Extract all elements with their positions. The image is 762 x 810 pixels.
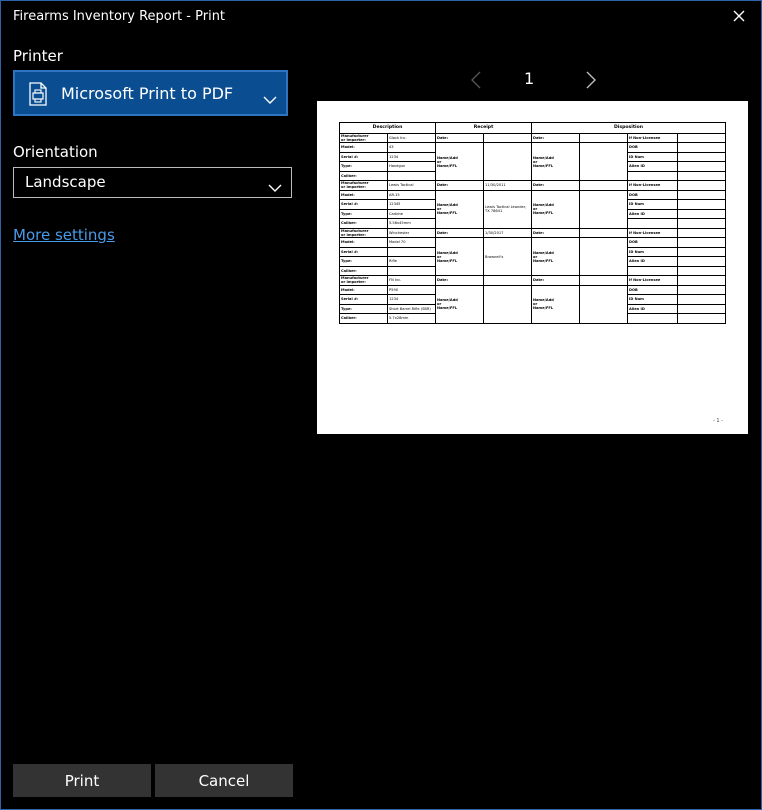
label-disposition-date: Date: <box>532 228 580 238</box>
label-id-num: ID Num <box>628 295 678 305</box>
label-name-address-receipt <box>436 238 484 276</box>
label-name-line1: Name/Add <box>533 203 554 207</box>
label-name-line3: Name/FFL <box>533 306 554 310</box>
label-dob: DOB <box>628 285 678 295</box>
label-name-line1: Name/Add <box>533 250 554 255</box>
label-manufacturer <box>340 276 388 286</box>
label-alien-id: Alien ID <box>628 209 678 219</box>
type-value: Carbine <box>388 209 436 219</box>
label-mfr-line2: or Importer: <box>341 232 366 237</box>
disposition-date-value <box>580 228 628 238</box>
id-num-value <box>678 295 726 305</box>
label-name-address-receipt <box>436 190 484 228</box>
table-row <box>340 276 726 286</box>
inventory-table <box>339 122 726 324</box>
window-title: Firearms Inventory Report - Print <box>13 9 226 24</box>
print-preview-page <box>317 101 748 434</box>
non-licensee-value <box>678 228 726 238</box>
printer-dropdown[interactable] <box>13 70 288 116</box>
disposition-date-value <box>580 133 628 143</box>
label-name-line2: or <box>533 159 538 164</box>
chevron-right-icon[interactable] <box>584 70 598 90</box>
spacer-cell <box>628 219 678 229</box>
label-name-address-disposition <box>532 190 580 228</box>
label-non-licensee: If Non-Licensee <box>628 133 678 143</box>
more-settings-link[interactable]: More settings <box>13 226 115 244</box>
label-name-address-disposition <box>532 285 580 323</box>
table-row <box>340 181 726 191</box>
header-description: Description <box>340 123 436 134</box>
type-value: Rifle <box>388 257 436 267</box>
label-serial: Serial #: <box>340 295 388 305</box>
label-name-line1: Name/Add <box>533 298 554 302</box>
spacer-cell <box>678 314 726 324</box>
label-alien-id: Alien ID <box>628 162 678 172</box>
label-caliber: Caliber: <box>340 314 388 324</box>
table-row <box>340 143 726 153</box>
label-serial: Serial #: <box>340 200 388 210</box>
label-name-address-disposition <box>532 143 580 181</box>
header-receipt: Receipt <box>436 123 532 134</box>
label-dob: DOB <box>628 238 678 248</box>
label-name-line3: Name/FFL <box>437 163 458 168</box>
dob-value <box>678 285 726 295</box>
label-name-line1: Name/Add <box>533 155 554 160</box>
label-serial: Serial #: <box>340 247 388 257</box>
label-type: Type: <box>340 257 388 267</box>
label-mfr-line1: Manufacturer <box>341 228 369 233</box>
label-caliber: Caliber: <box>340 219 388 229</box>
table-row <box>340 285 726 295</box>
label-receipt-date: Date: <box>436 181 484 191</box>
orientation-dropdown[interactable] <box>13 167 292 198</box>
receipt-date-value <box>484 133 532 143</box>
spacer-cell <box>628 171 678 181</box>
label-name-address-disposition <box>532 238 580 276</box>
spacer-cell <box>678 266 726 276</box>
disposition-date-value <box>580 181 628 191</box>
label-type: Type: <box>340 304 388 314</box>
table-row <box>340 238 726 248</box>
table-row <box>340 190 726 200</box>
label-model: Model: <box>340 238 388 248</box>
label-mfr-line1: Manufacturer <box>341 276 369 281</box>
label-name-line3: Name/FFL <box>437 258 458 263</box>
alien-id-value <box>678 209 726 219</box>
label-non-licensee: If Non-Licensee <box>628 276 678 286</box>
label-name-address-receipt <box>436 285 484 323</box>
label-name-line3: Name/FFL <box>533 258 554 263</box>
model-value: AR-15 <box>388 190 436 200</box>
label-name-line2: or <box>533 207 538 211</box>
alien-id-value <box>678 162 726 172</box>
label-model: Model: <box>340 143 388 153</box>
label-manufacturer <box>340 181 388 191</box>
label-alien-id: Alien ID <box>628 304 678 314</box>
table-row <box>340 228 726 238</box>
label-name-line2: or <box>437 254 442 259</box>
cancel-button[interactable]: Cancel <box>155 764 293 797</box>
orientation-label: Orientation <box>13 143 98 161</box>
page-number: 1 <box>524 69 535 88</box>
printer-selected: Microsoft Print to PDF <box>61 84 234 103</box>
label-name-line2: or <box>437 159 442 164</box>
page-footer: - 1 - <box>713 418 723 424</box>
label-name-line1: Name/Add <box>437 250 458 255</box>
dob-value <box>678 143 726 153</box>
disposition-to-value <box>580 285 628 323</box>
header-disposition: Disposition <box>532 123 726 134</box>
receipt-date-value: 1/30/2017 <box>484 228 532 238</box>
manufacturer-value: Lewis Tactical <box>388 181 436 191</box>
serial-value <box>388 247 436 257</box>
label-id-num: ID Num <box>628 247 678 257</box>
label-mfr-line2: or Importer: <box>341 185 366 190</box>
label-dob: DOB <box>628 143 678 153</box>
caliber-value <box>388 266 436 276</box>
label-receipt-date: Date: <box>436 276 484 286</box>
label-caliber: Caliber: <box>340 171 388 181</box>
model-value: P590 <box>388 285 436 295</box>
alien-id-value <box>678 304 726 314</box>
serial-value: 12345 <box>388 200 436 210</box>
label-name-line1: Name/Add <box>437 203 458 207</box>
table-row <box>340 133 726 143</box>
label-name-line2: or <box>533 302 538 306</box>
label-non-licensee: If Non-Licensee <box>628 181 678 191</box>
manufacturer-value: FN Inc. <box>388 276 436 286</box>
label-id-num: ID Num <box>628 152 678 162</box>
label-mfr-line1: Manufacturer <box>341 133 369 138</box>
label-name-line2: or <box>437 207 442 211</box>
disposition-date-value <box>580 276 628 286</box>
label-name-line3: Name/FFL <box>437 306 458 310</box>
label-type: Type: <box>340 162 388 172</box>
label-mfr-line2: or Importer: <box>341 280 366 285</box>
alien-id-value <box>678 257 726 267</box>
id-num-value <box>678 247 726 257</box>
chevron-down-icon <box>263 90 277 100</box>
receipt-date-value: 11/30/2011 <box>484 181 532 191</box>
label-disposition-date: Date: <box>532 181 580 191</box>
receipt-from-value <box>484 143 532 181</box>
label-alien-id: Alien ID <box>628 257 678 267</box>
label-name-address-receipt <box>436 143 484 181</box>
printer-label: Printer <box>13 47 63 65</box>
label-dob: DOB <box>628 190 678 200</box>
spacer-cell <box>628 314 678 324</box>
caliber-value <box>388 171 436 181</box>
caliber-value: 5.56x45mm <box>388 219 436 229</box>
label-id-num: ID Num <box>628 200 678 210</box>
type-value: Short Barrel Rifle (SBR) <box>388 304 436 314</box>
orientation-selected: Landscape <box>25 173 106 191</box>
label-type: Type: <box>340 209 388 219</box>
serial-value: 1234 <box>388 152 436 162</box>
spacer-cell <box>678 171 726 181</box>
receipt-date-value <box>484 276 532 286</box>
manufacturer-value: Winchester <box>388 228 436 238</box>
disposition-to-value <box>580 143 628 181</box>
label-mfr-line1: Manufacturer <box>341 181 369 186</box>
label-name-line1: Name/Add <box>437 298 458 302</box>
label-disposition-date: Date: <box>532 276 580 286</box>
type-value: Handgun <box>388 162 436 172</box>
label-name-line1: Name/Add <box>437 155 458 160</box>
manufacturer-value: Glock Inc. <box>388 133 436 143</box>
id-num-value <box>678 152 726 162</box>
label-name-line2: or <box>437 302 442 306</box>
label-receipt-date: Date: <box>436 228 484 238</box>
label-caliber: Caliber: <box>340 266 388 276</box>
receipt-from-value <box>484 285 532 323</box>
label-serial: Serial #: <box>340 152 388 162</box>
non-licensee-value <box>678 276 726 286</box>
print-button[interactable]: Print <box>13 764 151 797</box>
close-icon[interactable] <box>729 6 749 26</box>
label-model: Model: <box>340 190 388 200</box>
label-model: Model: <box>340 285 388 295</box>
label-disposition-date: Date: <box>532 133 580 143</box>
model-value: Model 70 <box>388 238 436 248</box>
label-name-line3: Name/FFL <box>533 163 554 168</box>
spacer-cell <box>678 219 726 229</box>
label-mfr-line2: or Importer: <box>341 137 366 142</box>
chevron-left-icon[interactable] <box>469 70 483 90</box>
disposition-to-value <box>580 238 628 276</box>
receipt-from-value: Brownell's <box>484 238 532 276</box>
label-name-line3: Name/FFL <box>437 211 458 215</box>
disposition-to-value <box>580 190 628 228</box>
label-receipt-date: Date: <box>436 133 484 143</box>
model-value: 43 <box>388 143 436 153</box>
dob-value <box>678 238 726 248</box>
id-num-value <box>678 200 726 210</box>
serial-value: 1234 <box>388 295 436 305</box>
chevron-down-icon <box>268 178 282 188</box>
label-manufacturer <box>340 228 388 238</box>
dob-value <box>678 190 726 200</box>
non-licensee-value <box>678 181 726 191</box>
printer-icon <box>27 82 49 106</box>
spacer-cell <box>628 266 678 276</box>
caliber-value: 5.7x28mm <box>388 314 436 324</box>
label-non-licensee: If Non-Licensee <box>628 228 678 238</box>
receipt-from-value: Lewis Tactical Leander, TX 78641 <box>484 190 532 228</box>
label-name-line2: or <box>533 254 538 259</box>
label-name-line3: Name/FFL <box>533 211 554 215</box>
label-manufacturer <box>340 133 388 143</box>
non-licensee-value <box>678 133 726 143</box>
